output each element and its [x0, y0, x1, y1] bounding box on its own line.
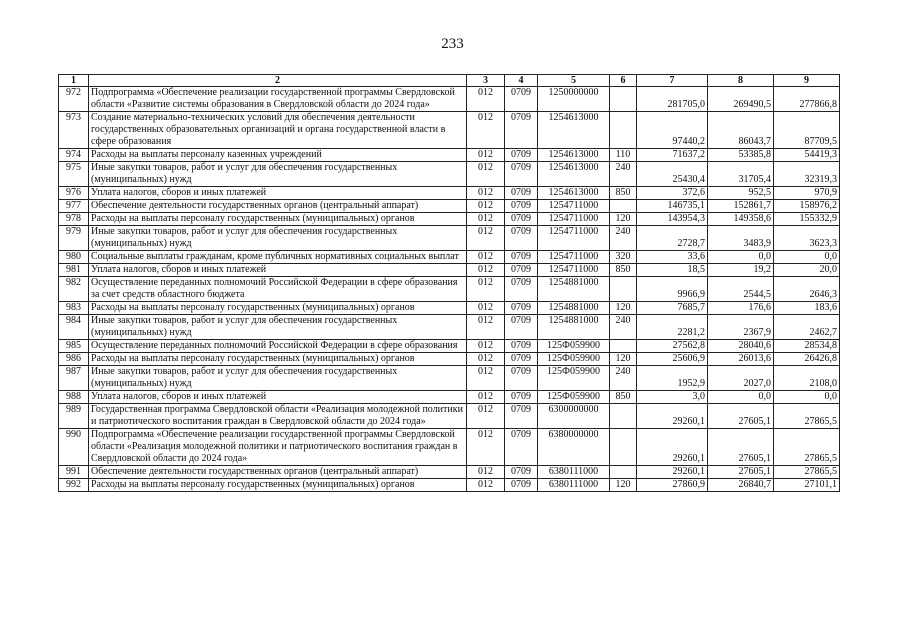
row-value-col7: 143954,3 [637, 213, 708, 226]
row-target-code: 1254881000 [538, 277, 610, 302]
row-value-col9: 2108,0 [774, 366, 840, 391]
row-ministry-code: 012 [467, 315, 505, 340]
row-value-col8: 2544,5 [708, 277, 774, 302]
row-expense-type [610, 404, 637, 429]
row-name: Уплата налогов, сборов и иных платежей [89, 187, 467, 200]
row-number: 974 [59, 149, 89, 162]
table-row [59, 404, 840, 429]
row-ministry-code: 012 [467, 429, 505, 466]
table-row [59, 429, 840, 466]
row-number: 976 [59, 187, 89, 200]
column-header: 6 [610, 75, 637, 87]
row-section-code: 0709 [505, 340, 538, 353]
row-value-col8: 27605,1 [708, 466, 774, 479]
row-ministry-code: 012 [467, 213, 505, 226]
row-value-col8: 269490,5 [708, 87, 774, 112]
table-header [59, 75, 840, 87]
row-name: Расходы на выплаты персоналу казенных учреждений [89, 149, 467, 162]
table-row [59, 213, 840, 226]
row-name: Социальные выплаты гражданам, кроме публичных нормативных социальных выплат [89, 251, 467, 264]
table-row [59, 353, 840, 366]
row-number: 973 [59, 112, 89, 149]
row-value-col7: 18,5 [637, 264, 708, 277]
row-value-col7: 97440,2 [637, 112, 708, 149]
row-number: 978 [59, 213, 89, 226]
table-body [59, 87, 840, 492]
row-number: 979 [59, 226, 89, 251]
table-row [59, 302, 840, 315]
row-number: 975 [59, 162, 89, 187]
row-name: Подпрограмма «Обеспечение реализации государственной программы Свердловской области «Развитие системы образования в Свердловской области до 2024 года» [89, 87, 467, 112]
row-target-code: 125Ф059900 [538, 353, 610, 366]
row-value-col9: 27865,5 [774, 466, 840, 479]
row-value-col7: 9966,9 [637, 277, 708, 302]
row-ministry-code: 012 [467, 479, 505, 492]
row-value-col7: 33,6 [637, 251, 708, 264]
row-section-code: 0709 [505, 187, 538, 200]
row-number: 985 [59, 340, 89, 353]
row-value-col7: 25606,9 [637, 353, 708, 366]
row-expense-type: 850 [610, 187, 637, 200]
row-ministry-code: 012 [467, 87, 505, 112]
row-target-code: 6300000000 [538, 404, 610, 429]
row-ministry-code: 012 [467, 112, 505, 149]
row-value-col7: 372,6 [637, 187, 708, 200]
row-target-code: 1254711000 [538, 200, 610, 213]
table-row [59, 162, 840, 187]
row-value-col9: 183,6 [774, 302, 840, 315]
table-row [59, 149, 840, 162]
row-target-code: 6380111000 [538, 479, 610, 492]
row-expense-type: 320 [610, 251, 637, 264]
row-value-col7: 281705,0 [637, 87, 708, 112]
row-section-code: 0709 [505, 87, 538, 112]
row-target-code: 1254881000 [538, 302, 610, 315]
table-row [59, 277, 840, 302]
row-section-code: 0709 [505, 429, 538, 466]
row-name: Уплата налогов, сборов и иных платежей [89, 391, 467, 404]
row-ministry-code: 012 [467, 187, 505, 200]
row-number: 987 [59, 366, 89, 391]
row-section-code: 0709 [505, 366, 538, 391]
row-target-code: 1254711000 [538, 213, 610, 226]
row-value-col8: 952,5 [708, 187, 774, 200]
row-value-col9: 158976,2 [774, 200, 840, 213]
row-number: 981 [59, 264, 89, 277]
row-target-code: 6380111000 [538, 466, 610, 479]
row-name: Осуществление переданных полномочий Российской Федерации в сфере образования за счет средств областного бюджета [89, 277, 467, 302]
table-row [59, 112, 840, 149]
row-section-code: 0709 [505, 162, 538, 187]
column-header: 5 [538, 75, 610, 87]
row-value-col9: 28534,8 [774, 340, 840, 353]
row-value-col8: 19,2 [708, 264, 774, 277]
column-header: 1 [59, 75, 89, 87]
row-name: Расходы на выплаты персоналу государственных (муниципальных) органов [89, 353, 467, 366]
table-row [59, 264, 840, 277]
row-expense-type: 120 [610, 479, 637, 492]
row-expense-type: 240 [610, 162, 637, 187]
row-ministry-code: 012 [467, 277, 505, 302]
row-ministry-code: 012 [467, 162, 505, 187]
row-name: Расходы на выплаты персоналу государственных (муниципальных) органов [89, 302, 467, 315]
row-section-code: 0709 [505, 466, 538, 479]
table-row [59, 187, 840, 200]
table-row [59, 87, 840, 112]
row-name: Осуществление переданных полномочий Российской Федерации в сфере образования [89, 340, 467, 353]
row-number: 972 [59, 87, 89, 112]
table-row [59, 200, 840, 213]
table-row [59, 315, 840, 340]
row-value-col8: 2027,0 [708, 366, 774, 391]
table-row [59, 391, 840, 404]
row-value-col9: 27101,1 [774, 479, 840, 492]
row-expense-type [610, 277, 637, 302]
row-value-col9: 0,0 [774, 251, 840, 264]
row-expense-type [610, 112, 637, 149]
row-value-col9: 2646,3 [774, 277, 840, 302]
row-value-col9: 3623,3 [774, 226, 840, 251]
row-expense-type: 120 [610, 302, 637, 315]
row-name: Расходы на выплаты персоналу государственных (муниципальных) органов [89, 479, 467, 492]
row-value-col8: 176,6 [708, 302, 774, 315]
row-section-code: 0709 [505, 277, 538, 302]
row-section-code: 0709 [505, 213, 538, 226]
row-name: Государственная программа Свердловской области «Реализация молодежной политики и патриотического воспитания граждан в Свердловской области до 2024 года» [89, 404, 467, 429]
row-value-col9: 27865,5 [774, 429, 840, 466]
row-name: Уплата налогов, сборов и иных платежей [89, 264, 467, 277]
row-section-code: 0709 [505, 200, 538, 213]
row-section-code: 0709 [505, 251, 538, 264]
column-header: 7 [637, 75, 708, 87]
row-value-col9: 87709,5 [774, 112, 840, 149]
row-value-col9: 0,0 [774, 391, 840, 404]
row-value-col7: 25430,4 [637, 162, 708, 187]
column-header: 2 [89, 75, 467, 87]
row-target-code: 1254881000 [538, 315, 610, 340]
row-ministry-code: 012 [467, 200, 505, 213]
row-target-code: 1254613000 [538, 112, 610, 149]
row-value-col8: 86043,7 [708, 112, 774, 149]
row-number: 980 [59, 251, 89, 264]
row-name: Расходы на выплаты персоналу государственных (муниципальных) органов [89, 213, 467, 226]
row-expense-type: 110 [610, 149, 637, 162]
row-number: 992 [59, 479, 89, 492]
row-value-col8: 53385,8 [708, 149, 774, 162]
row-ministry-code: 012 [467, 251, 505, 264]
row-expense-type: 120 [610, 213, 637, 226]
row-expense-type: 240 [610, 366, 637, 391]
row-number: 988 [59, 391, 89, 404]
row-name: Иные закупки товаров, работ и услуг для обеспечения государственных (муниципальных) нужд [89, 315, 467, 340]
row-value-col7: 7685,7 [637, 302, 708, 315]
row-value-col7: 29260,1 [637, 466, 708, 479]
row-expense-type: 240 [610, 226, 637, 251]
row-value-col8: 0,0 [708, 251, 774, 264]
table-row [59, 479, 840, 492]
row-number: 986 [59, 353, 89, 366]
row-name: Иные закупки товаров, работ и услуг для обеспечения государственных (муниципальных) нужд [89, 162, 467, 187]
row-name: Обеспечение деятельности государственных органов (центральный аппарат) [89, 466, 467, 479]
row-expense-type: 120 [610, 353, 637, 366]
column-header: 4 [505, 75, 538, 87]
table-row [59, 251, 840, 264]
row-name: Иные закупки товаров, работ и услуг для обеспечения государственных (муниципальных) нужд [89, 366, 467, 391]
row-expense-type [610, 340, 637, 353]
row-number: 983 [59, 302, 89, 315]
row-value-col8: 31705,4 [708, 162, 774, 187]
row-section-code: 0709 [505, 112, 538, 149]
row-value-col9: 26426,8 [774, 353, 840, 366]
page-number: 233 [441, 36, 464, 52]
row-value-col8: 3483,9 [708, 226, 774, 251]
table-row [59, 366, 840, 391]
row-expense-type: 850 [610, 264, 637, 277]
row-target-code: 125Ф059900 [538, 366, 610, 391]
row-number: 989 [59, 404, 89, 429]
row-expense-type [610, 87, 637, 112]
row-value-col7: 1952,9 [637, 366, 708, 391]
row-section-code: 0709 [505, 391, 538, 404]
row-ministry-code: 012 [467, 149, 505, 162]
row-target-code: 6380000000 [538, 429, 610, 466]
row-target-code: 1254711000 [538, 251, 610, 264]
row-section-code: 0709 [505, 226, 538, 251]
table-row [59, 340, 840, 353]
row-value-col7: 2728,7 [637, 226, 708, 251]
row-value-col8: 149358,6 [708, 213, 774, 226]
row-target-code: 125Ф059900 [538, 340, 610, 353]
row-ministry-code: 012 [467, 466, 505, 479]
row-value-col8: 152861,7 [708, 200, 774, 213]
row-value-col7: 71637,2 [637, 149, 708, 162]
row-section-code: 0709 [505, 149, 538, 162]
row-number: 982 [59, 277, 89, 302]
row-target-code: 1254711000 [538, 264, 610, 277]
row-value-col7: 3,0 [637, 391, 708, 404]
row-value-col9: 970,9 [774, 187, 840, 200]
row-section-code: 0709 [505, 302, 538, 315]
row-value-col8: 27605,1 [708, 429, 774, 466]
row-target-code: 125Ф059900 [538, 391, 610, 404]
row-value-col7: 29260,1 [637, 404, 708, 429]
row-number: 991 [59, 466, 89, 479]
row-value-col7: 146735,1 [637, 200, 708, 213]
row-number: 984 [59, 315, 89, 340]
row-ministry-code: 012 [467, 264, 505, 277]
row-section-code: 0709 [505, 353, 538, 366]
row-section-code: 0709 [505, 315, 538, 340]
row-value-col7: 27562,8 [637, 340, 708, 353]
row-target-code: 1254613000 [538, 187, 610, 200]
row-section-code: 0709 [505, 479, 538, 492]
row-ministry-code: 012 [467, 366, 505, 391]
row-name: Создание материально-технических условий для обеспечения деятельности государственных образовательных организаций и органа государственной власти в сфере образования [89, 112, 467, 149]
row-ministry-code: 012 [467, 404, 505, 429]
row-value-col8: 2367,9 [708, 315, 774, 340]
row-value-col8: 26013,6 [708, 353, 774, 366]
row-target-code: 1254711000 [538, 226, 610, 251]
row-expense-type [610, 200, 637, 213]
row-expense-type [610, 466, 637, 479]
row-value-col7: 2281,2 [637, 315, 708, 340]
row-target-code: 1254613000 [538, 162, 610, 187]
row-expense-type: 240 [610, 315, 637, 340]
row-name: Подпрограмма «Обеспечение реализации государственной программы Свердловской области «Реализация молодежной политики и патриотического воспитания граждан в Свердловской области до 2024 года» [89, 429, 467, 466]
row-number: 990 [59, 429, 89, 466]
budget-table [58, 74, 840, 492]
column-header: 3 [467, 75, 505, 87]
row-expense-type [610, 429, 637, 466]
column-header: 8 [708, 75, 774, 87]
row-ministry-code: 012 [467, 353, 505, 366]
row-ministry-code: 012 [467, 226, 505, 251]
row-section-code: 0709 [505, 404, 538, 429]
row-value-col7: 27860,9 [637, 479, 708, 492]
row-target-code: 1254613000 [538, 149, 610, 162]
row-ministry-code: 012 [467, 391, 505, 404]
row-value-col7: 29260,1 [637, 429, 708, 466]
row-value-col9: 27865,5 [774, 404, 840, 429]
row-value-col8: 26840,7 [708, 479, 774, 492]
row-number: 977 [59, 200, 89, 213]
row-value-col9: 32319,3 [774, 162, 840, 187]
row-value-col9: 20,0 [774, 264, 840, 277]
row-name: Обеспечение деятельности государственных органов (центральный аппарат) [89, 200, 467, 213]
row-value-col9: 277866,8 [774, 87, 840, 112]
header-row [59, 75, 840, 87]
row-value-col8: 27605,1 [708, 404, 774, 429]
row-ministry-code: 012 [467, 340, 505, 353]
table-row [59, 466, 840, 479]
column-header: 9 [774, 75, 840, 87]
table-row [59, 226, 840, 251]
row-target-code: 1250000000 [538, 87, 610, 112]
row-name: Иные закупки товаров, работ и услуг для обеспечения государственных (муниципальных) нужд [89, 226, 467, 251]
row-value-col8: 28040,6 [708, 340, 774, 353]
row-value-col9: 155332,9 [774, 213, 840, 226]
row-value-col9: 54419,3 [774, 149, 840, 162]
row-value-col9: 2462,7 [774, 315, 840, 340]
row-ministry-code: 012 [467, 302, 505, 315]
row-section-code: 0709 [505, 264, 538, 277]
row-expense-type: 850 [610, 391, 637, 404]
row-value-col8: 0,0 [708, 391, 774, 404]
